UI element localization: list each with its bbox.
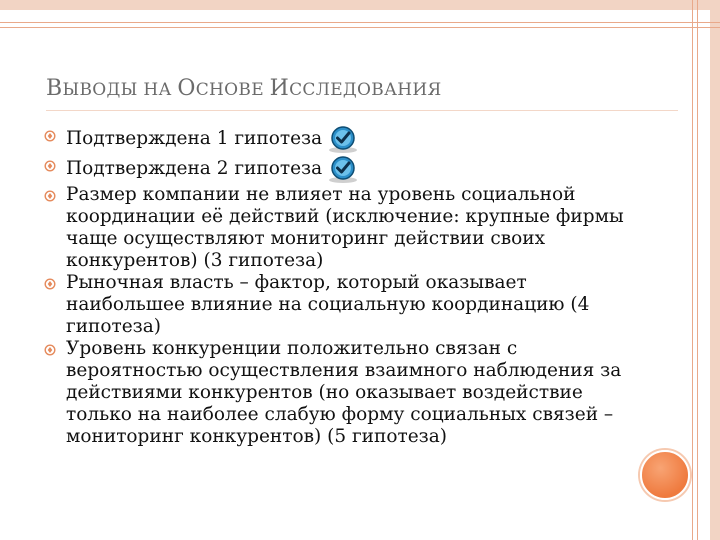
bullet-text: Подтверждена 2 гипотеза: [66, 158, 323, 179]
slide-title: [46, 76, 442, 101]
diamond-ring-bullet-icon: [44, 344, 56, 356]
slide-title-part: ССЛЕДОВАНИЯ: [289, 80, 442, 100]
diamond-ring-bullet-icon: [44, 160, 56, 172]
slide-title-part: В: [46, 76, 63, 101]
slide-title-part: СНОВЕ: [195, 80, 270, 100]
bullet-item: [40, 272, 640, 338]
bullet-item: [40, 124, 640, 154]
slide-title-part: И: [269, 76, 290, 101]
bullet-text: Уровень конкуренции положительно связан с вероятностью осуществления взаимного наблюдения за действиями конкурентов (но оказывает воздействие только на наиболее слабую форму социальных связей – мониторинг конкурентов) (5 гипотеза): [66, 338, 622, 447]
bullet-item: [40, 184, 640, 272]
bullet-text: Подтверждена 1 гипотеза: [66, 128, 323, 149]
decor-vertical-line-1: [692, 0, 693, 540]
diamond-ring-bullet-icon: [44, 278, 56, 290]
blue-check-icon: [326, 154, 360, 184]
top-border-band: [0, 0, 720, 10]
bullet-list: [40, 124, 640, 448]
bullet-text: Размер компании не влияет на уровень социальной координации её действий (исключение: крупные фирмы чаще осуществляют мониторинг действии своих конкурентов) (3 гипотеза): [66, 184, 624, 271]
bullet-item: [40, 154, 640, 184]
blue-check-icon: [326, 124, 360, 154]
slide-title-part: О: [177, 76, 196, 101]
decor-horizontal-line-2: [0, 27, 720, 28]
title-underline: [46, 110, 678, 111]
decor-vertical-line-2: [697, 0, 698, 540]
decor-horizontal-line-1: [0, 22, 720, 23]
right-border-band: [710, 0, 720, 540]
diamond-ring-bullet-icon: [44, 130, 56, 142]
bullet-item: [40, 338, 640, 448]
diamond-ring-bullet-icon: [44, 190, 56, 202]
orange-circle-icon: [640, 450, 690, 500]
slide-title-part: ЫВОДЫ НА: [62, 80, 178, 100]
bullet-text: Рыночная власть – фактор, который оказывает наибольшее влияние на социальную координацию (4 гипотеза): [66, 272, 590, 337]
